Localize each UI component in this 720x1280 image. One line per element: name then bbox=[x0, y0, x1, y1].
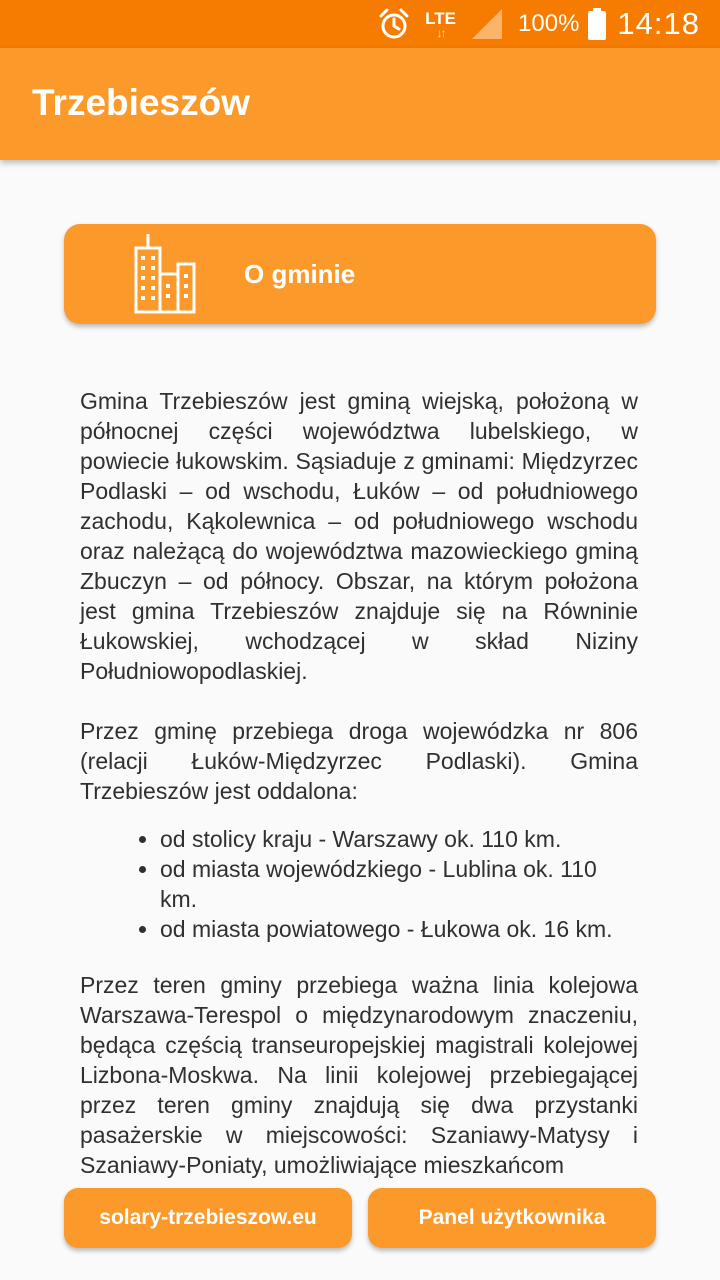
user-panel-button[interactable]: Panel użytkownika bbox=[368, 1188, 656, 1248]
city-icon bbox=[132, 234, 196, 314]
list-item: • od miasta powiatowego - Łukowa ok. 16 km. bbox=[160, 914, 638, 944]
paragraph-railway: Przez teren gminy przebiega ważna linia kolejowa Warszawa-Terespol o międzynarodowym znaczeniu, będąca częścią transeuropejskiej magistrali kolejowej Lizbona-Moskwa. Na linii kolejowej przebiegającej przez teren gminy znajdują się dwa przystanki pasażerskie w miejscowości: Szaniawy-Matysy i Szaniawy-Poniaty, umożliwiające mieszkańcom bbox=[80, 972, 638, 1178]
battery-icon bbox=[587, 7, 607, 41]
paragraph-intro: Gmina Trzebieszów jest gminą wiejską, położoną w północnej części województwa lubelskiego, w powiecie łukowskim. Sąsiaduje z gminami: Międzyrzec Podlaski – od wschodu, Łuków – od południowego zachodu, Kąkolewnica – od południowego wschodu oraz należącą do województwa mazowieckiego gminą Zbuczyn – od północy. Obszar, na którym położona jest gmina Trzebieszów znajduje się na Równinie Łukowskiej, wchodzącej w skład Niziny Południowopodlaskiej. bbox=[80, 388, 638, 684]
network-type: LTE bbox=[425, 8, 457, 28]
signal-icon bbox=[470, 7, 504, 41]
battery-percent: 100% bbox=[518, 10, 580, 37]
lte-indicator bbox=[425, 10, 456, 39]
alarm-icon bbox=[377, 7, 411, 41]
distance-list bbox=[80, 824, 638, 944]
footer bbox=[0, 1188, 720, 1248]
list-item: • od stolicy kraju - Warszawy ok. 110 km. bbox=[160, 824, 638, 854]
content-scroll-area[interactable] bbox=[80, 386, 638, 1178]
about-gmina-label: O gminie bbox=[244, 259, 356, 289]
app-bar bbox=[0, 48, 720, 160]
paragraph-road: Przez gminę przebiega droga wojewódzka nr 806 (relacji Łuków-Międzyrzec Podlaski). Gmina Trzebieszów jest oddalona: bbox=[80, 718, 638, 804]
data-arrows-icon: ↓↑ bbox=[436, 25, 445, 40]
status-bar bbox=[0, 0, 720, 48]
clock: 14:18 bbox=[617, 6, 700, 41]
about-gmina-button[interactable] bbox=[64, 224, 656, 324]
list-item: • od miasta wojewódzkiego - Lublina ok. 110 km. bbox=[160, 854, 638, 914]
app-title: Trzebieszów bbox=[32, 82, 250, 123]
website-button[interactable]: solary-trzebieszow.eu bbox=[64, 1188, 352, 1248]
